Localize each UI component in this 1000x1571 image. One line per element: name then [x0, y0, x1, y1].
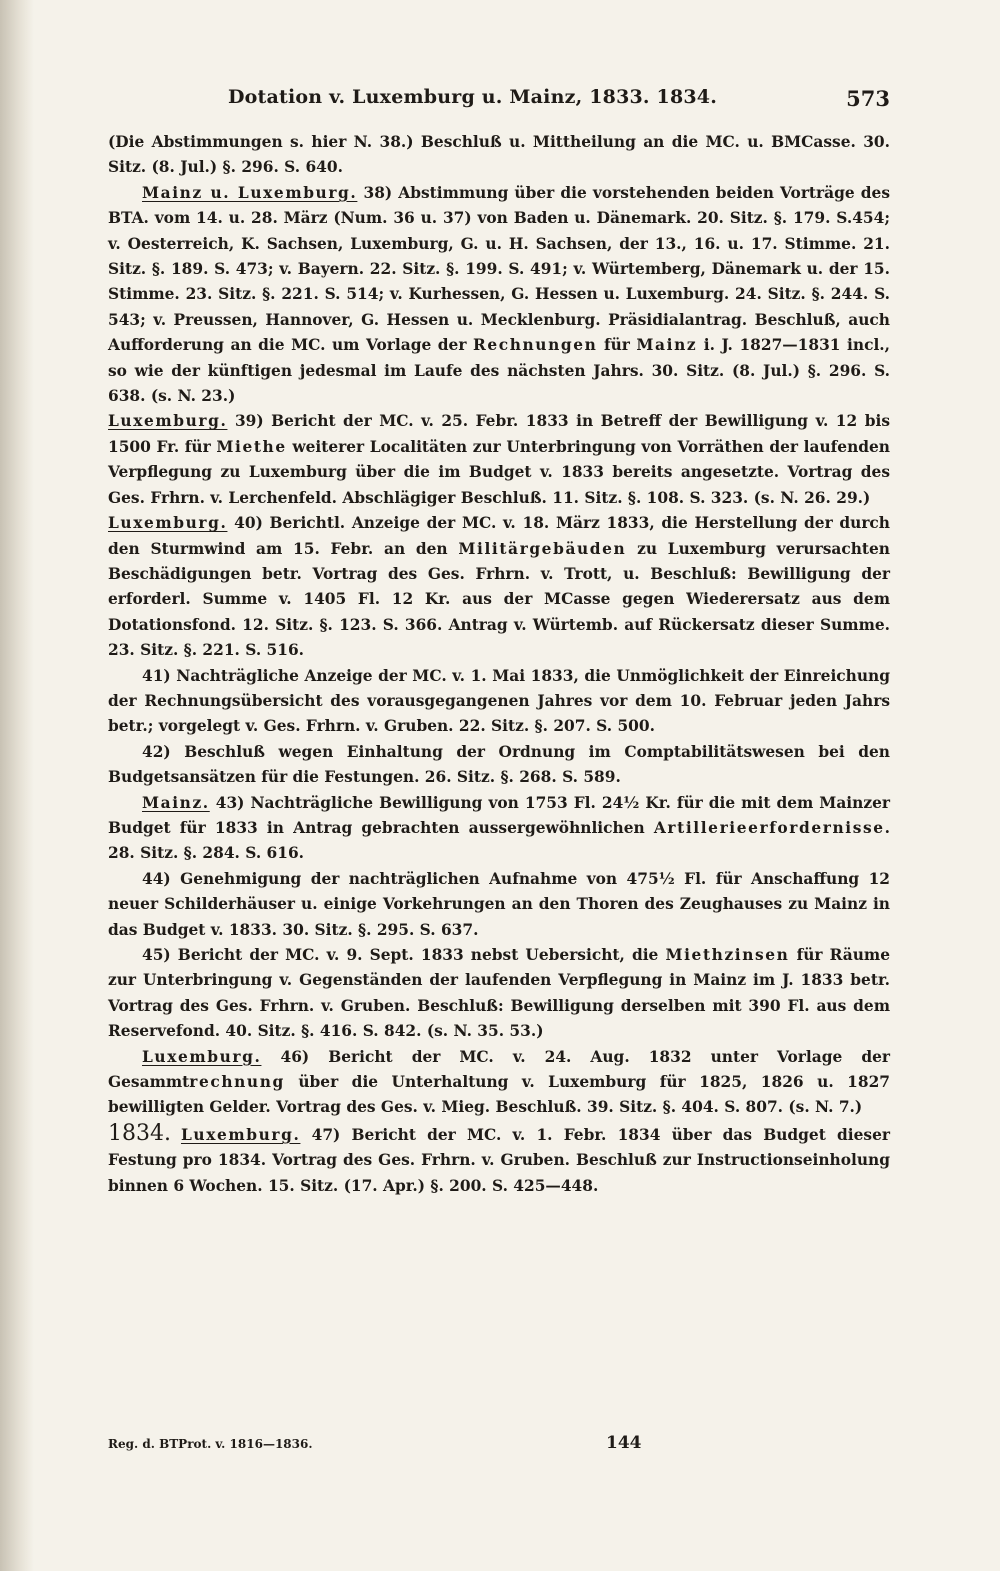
body-text	[108, 130, 890, 1199]
text-run: für	[597, 336, 637, 355]
footer-source: Reg. d. BTProt. v. 1816—1836.	[108, 1437, 313, 1451]
text-run: 45) Bericht der MC. v. 9. Sept. 1833 nebst Uebersicht, die	[142, 946, 666, 964]
text-run: 42) Beschluß wegen Einhaltung der Ordnung im Comptabilitätswesen bei den Budgetsansätzen für die Festungen. 26. Sitz. §. 268. S. 589.	[108, 742, 890, 787]
paragraph	[108, 867, 890, 943]
paragraph	[108, 409, 890, 511]
text-run: zu Luxemburg verursachten Beschädigungen betr. Vortrag des Ges. Frhrn. v. Trott, u. Beschluß: Bewilligung der erforderl. Summe v. 1405 Fl. 12 Kr. aus der MCasse gegen Wiederersatz aus dem Dotationsfond. 12. Sitz. §. 123. S. 366. Antrag v. Würtemb. auf Rückersatz dieser Summe. 23. Sitz. §. 221. S. 516.	[108, 539, 890, 660]
text-run: 39) Bericht der MC. v. 25. Febr. 1833 in Betreff der Bewilligung v. 12 bis 1500 Fr. für	[108, 412, 890, 456]
text-run: . 28. Sitz. §. 284. S. 616.	[108, 818, 890, 863]
place-heading: Mainz.	[142, 793, 210, 812]
text-run: i. J. 1827—1831 incl., so wie der künftigen jedesmal im Laufe des nächsten Jahrs. 30. Sitz. (8. Jul.) §. 296. S. 638. (s. N. 23.)	[108, 336, 891, 406]
text-run: (Die Abstimmungen s. hier N. 38.) Beschluß u. Mittheilung an die MC. u. BMCasse. 30. Sitz. (8. Jul.) §. 296. S. 640.	[108, 133, 890, 177]
place-heading: Mainz u. Luxemburg.	[142, 183, 358, 202]
paragraph	[108, 1121, 890, 1199]
emphasized-term: Rechnungen	[472, 336, 598, 355]
paragraph	[108, 130, 890, 181]
text-run: 38) Abstimmung über die vorstehenden beiden Vorträge des BTA. vom 14. u. 28. März (Num. 36 u. 37) von Baden u. Dänemark. 20. Sitz. §. 179. S.454; v. Oesterreich, K. Sachsen, Luxemburg, G. u. H. Sachsen, der 13., 16. u. 17. Stimme. 21. Sitz. §. 189. S. 473; v. Bayern. 22. Sitz. §. 199. S. 491; v. Würtemberg, Dänemark u. der 15. Stimme. 23. Sitz. §. 221. S. 514; v. Kurhessen, G. Hessen u. Luxemburg. 24. Sitz. §. 244. S. 543; v. Preussen, Hannover, G. Hessen u. Mecklenburg. Präsidialantrag. Beschluß, auch Aufforderung an die MC. um Vorlage der	[108, 183, 890, 355]
emphasized-term: Miethzinsen	[665, 946, 790, 964]
paragraph	[108, 791, 890, 867]
place-heading: Luxemburg.	[142, 1047, 262, 1066]
text-run: 43) Nachträgliche Bewilligung von 1753 Fl. 24½ Kr. für die mit dem Mainzer Budget für 1833 in Antrag gebrachten aussergewöhnlichen	[108, 793, 890, 837]
text-run: 44) Genehmigung der nachträglichen Aufnahme von 475½ Fl. für Anschaffung 12 neuer Schilderhäuser u. einige Vorkehrungen an den Thoren des Zeughauses zu Mainz in das Budget v. 1833. 30. Sitz. §. 295. S. 637.	[108, 869, 890, 939]
paragraph	[108, 1045, 890, 1121]
page-number: 573	[846, 86, 890, 111]
emphasized-term: Militärgebäuden	[458, 539, 627, 558]
paragraph	[108, 664, 890, 740]
text-run: 46) Bericht der MC. v. 24. Aug. 1832 unter Vorlage der Gesammt	[108, 1047, 890, 1092]
paragraph	[108, 181, 890, 410]
running-header	[108, 84, 890, 120]
text-run: 41) Nachträgliche Anzeige der MC. v. 1. Mai 1833, die Unmöglichkeit der Einreichung der Rechnungsübersicht des vorausgegangenen Jahres vor dem 10. Februar jeden Jahrs betr.; vorgelegt v. Ges. Frhrn. v. Gruben. 22. Sitz. §. 207. S. 500.	[108, 666, 890, 736]
place-heading: Luxemburg.	[180, 1125, 301, 1144]
page-footer	[108, 1435, 890, 1459]
emphasized-term: rechnung	[189, 1073, 285, 1092]
text-run: weiterer Localitäten zur Unterbringung von Vorräthen der laufenden Verpflegung zu Luxemburg über die im Budget v. 1833 bereits angesetzte. Vortrag des Ges. Frhrn. v. Lerchenfeld. Abschlägiger Beschluß. 11. Sitz. §. 108. S. 323. (s. N. 26. 29.)	[108, 437, 890, 507]
paragraph	[108, 943, 890, 1045]
place-heading: Luxemburg.	[108, 514, 228, 533]
emphasized-term: Miethe	[216, 437, 287, 456]
sheet-signature: 144	[606, 1433, 642, 1453]
header-title: Dotation v. Luxemburg u. Mainz, 1833. 1834.	[228, 86, 718, 108]
place-heading: Luxemburg.	[108, 412, 228, 431]
emphasized-term: Artillerieerfordernisse	[653, 818, 885, 837]
text-run: für Räume zur Unterbringung v. Gegenständen der laufenden Verpflegung in Mainz im J. 1833 betr. Vortrag des Ges. Frhrn. v. Gruben. Beschluß: Bewilligung derselben mit 390 Fl. aus dem Reservefond. 40. Sitz. §. 416. S. 842. (s. N. 35. 53.)	[108, 946, 890, 1041]
book-spine-shadow	[0, 0, 34, 1571]
emphasized-term: Mainz	[636, 336, 698, 355]
text-run: 47) Bericht der MC. v. 1. Febr. 1834 über das Budget dieser Festung pro 1834. Vortrag des Ges. Frhrn. v. Gruben. Beschluß zur Instructionseinholung binnen 6 Wochen. 15. Sitz. (17. Apr.) §. 200. S. 425—448.	[108, 1125, 890, 1195]
paragraph	[108, 511, 890, 663]
paragraph	[108, 740, 890, 791]
text-run: über die Unterhaltung v. Luxemburg für 1825, 1826 u. 1827 bewilligten Gelder. Vortrag des Ges. v. Mieg. Beschluß. 39. Sitz. §. 404. S. 807. (s. N. 7.)	[108, 1073, 890, 1117]
text-run: 40) Berichtl. Anzeige der MC. v. 18. März 1833, die Herstellung der durch den Sturmwind am 15. Febr. an den	[108, 514, 890, 558]
year-heading: 1834.	[108, 1120, 171, 1146]
